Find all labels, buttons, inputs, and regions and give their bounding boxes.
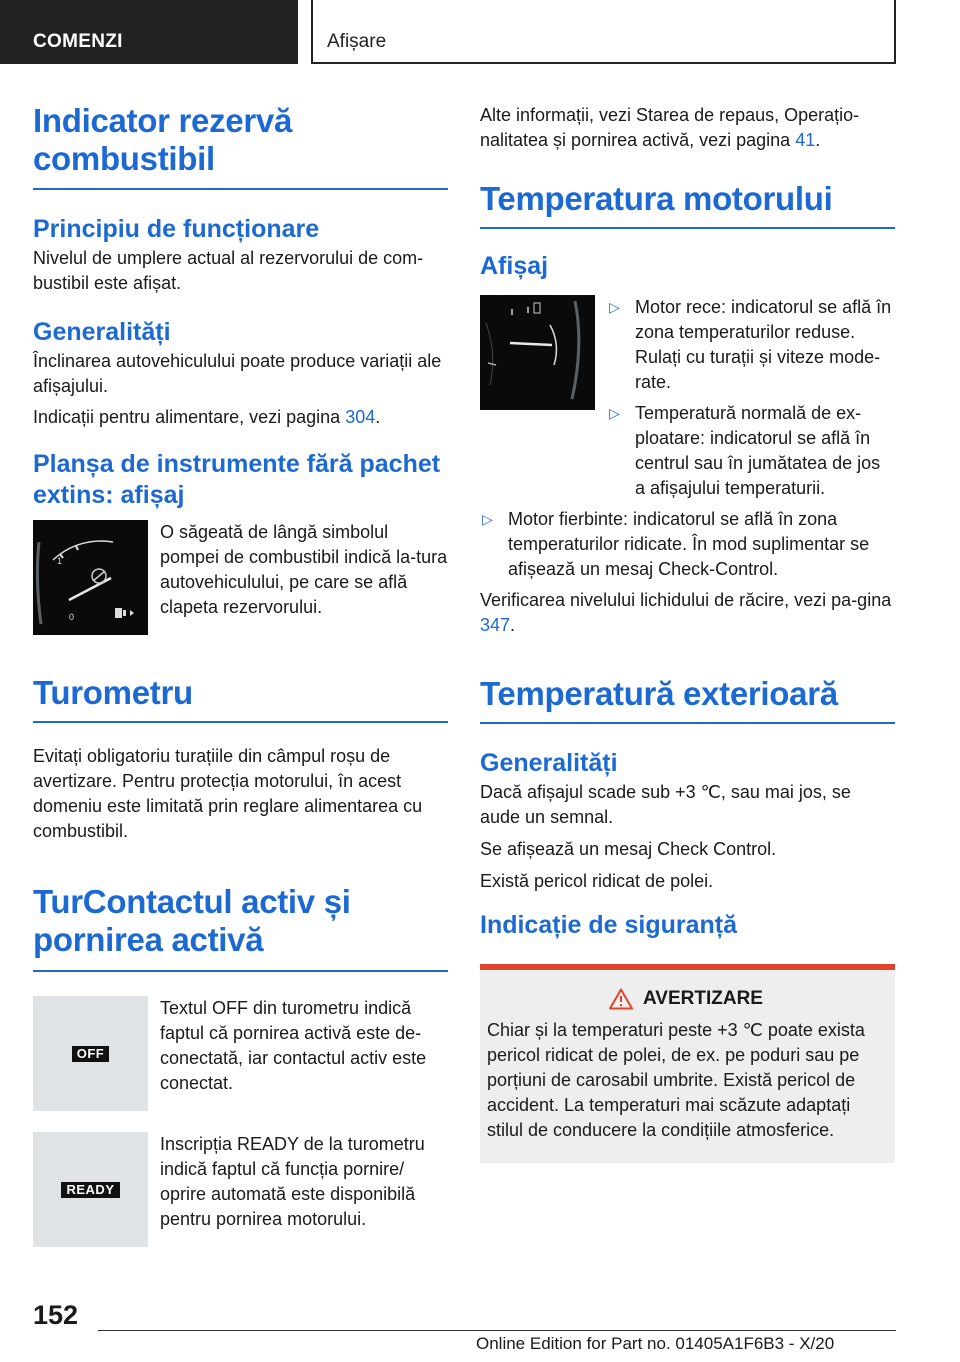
refuel-text: Indicații pentru alimentare, vezi pagina 304. [33, 407, 381, 427]
edition-text: Online Edition for Part no. 01405A1F6B3 - X/20 [476, 1334, 835, 1353]
off-row [33, 996, 448, 1111]
coolant-text: Verificarea nivelului lichidului de răcire, vezi pa-gina 347. [480, 590, 892, 635]
triangle-icon: ▷ [609, 299, 620, 315]
svg-text:1: 1 [57, 556, 63, 566]
cluster-text: O săgeată de lângă simbolul pompei de combustibil indică la-tura autovehiculului, pe care se află clapeta rezervorului. [160, 522, 448, 617]
off-tag: OFF [72, 1046, 110, 1062]
bullet-hot: ▷ Motor fierbinte: indicatorul se află în zona temperaturilor ridicate. În mod suplimentar se afișează un mesaj Check-Control. [480, 507, 895, 582]
outside-temp-title: Temperatură exterioară [480, 675, 838, 712]
intro-text: Alte informații, vezi Starea de repaus, Operațio-nalitatea și pornirea activă, vezi pagina 41. [480, 105, 860, 150]
warning-header [487, 988, 885, 1010]
ready-tag: READY [61, 1182, 119, 1198]
section-header: COMENZI [0, 0, 298, 64]
outside-general-text: Dacă afișajul scade sub +3 ℃, sau mai jos, se aude un semnal. [480, 782, 851, 827]
title-rule [33, 188, 448, 190]
cluster-heading: Planșa de instrumente fără pachet extins: afișaj [33, 450, 441, 509]
warning-box [480, 964, 895, 1163]
principle-heading: Principiu de funcționare [33, 215, 320, 243]
intro-page-link[interactable]: 41 [795, 130, 816, 150]
outside-general-heading: Generalități [480, 749, 618, 777]
safety-heading: Indicație de siguranță [480, 911, 738, 939]
refuel-page-link[interactable]: 304 [345, 407, 376, 427]
triangle-icon: ▷ [609, 405, 620, 421]
warning-text: Chiar și la temperaturi peste +3 ℃ poate exista pericol ridicat de polei, de ex. pe poduri sau pe porțiuni de carosabil umbrite. Există pericol de accident. La temperaturi mai scăzute adaptați stilul de conducere la condițiile atmosferice. [487, 1020, 865, 1140]
general-text: Înclinarea autovehiculului poate produce variații ale afișajului. [33, 351, 442, 396]
warning-heading: AVERTIZARE [643, 988, 763, 1009]
engine-temp-gauge-image [480, 295, 595, 410]
chapter-header: Afișare [311, 0, 896, 64]
bullet-normal: ▷ Temperatură normală de ex-ploatare: indicatorul se află în centrul sau în jumătatea de jos a afișajului temperaturii. [607, 401, 895, 501]
coolant-page-link[interactable]: 347 [480, 615, 511, 635]
ready-row [33, 1132, 448, 1247]
footer-rule [98, 1330, 896, 1331]
bullet-cold: ▷ Motor rece: indicatorul se află în zona temperaturilor reduse. Rulați cu turații și viteze mode-rate. [607, 295, 895, 395]
off-indicator-image [33, 996, 148, 1111]
active-contact-title: TurContactul activ și pornirea activă [33, 883, 351, 958]
display-heading: Afișaj [480, 252, 549, 280]
principle-text: Nivelul de umplere actual al rezervorului de com-bustibil este afișat. [33, 248, 424, 293]
fuel-gauge-row [33, 520, 448, 635]
svg-text:0: 0 [69, 612, 75, 622]
ice-text: Există pericol ridicat de polei. [480, 871, 714, 891]
right-column [480, 100, 895, 1163]
active-contact-rule [33, 970, 448, 972]
general-heading: Generalități [33, 318, 171, 346]
engine-temp-title: Temperatura motorului [480, 180, 833, 217]
engine-bullets [607, 295, 895, 501]
ready-indicator-image [33, 1132, 148, 1247]
engine-gauge-row [480, 295, 895, 501]
warning-triangle-icon [609, 988, 633, 1010]
left-column [33, 100, 448, 1247]
outside-temp-rule [480, 722, 895, 724]
off-text: Textul OFF din turometru indică faptul că pornirea activă este de-conectată, iar contactul activ este conectat. [160, 998, 427, 1093]
tachometer-title: Turometru [33, 674, 193, 711]
engine-temp-rule [480, 227, 895, 229]
check-control-text: Se afișează un mesaj Check Control. [480, 839, 777, 859]
fuel-reserve-title: Indicator rezervă combustibil [33, 102, 293, 177]
tachometer-rule [33, 721, 448, 723]
page-number: 152 [33, 1300, 79, 1330]
tachometer-text: Evitați obligatoriu turațiile din câmpul roșu de avertizare. Pentru protecția motorului, în acest domeniu este limitată prin reglare alimentarea cu combustibil. [33, 746, 423, 841]
triangle-icon: ▷ [482, 511, 493, 527]
ready-text: Inscripția READY de la turometru indică faptul că funcția pornire/ oprire automată este disponibilă pentru pornirea motorului. [160, 1134, 425, 1229]
fuel-gauge-image [33, 520, 148, 635]
